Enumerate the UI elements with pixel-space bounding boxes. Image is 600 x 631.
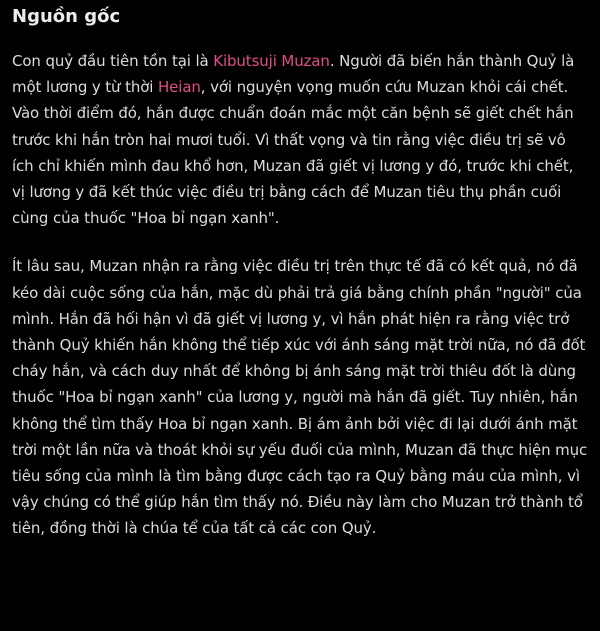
paragraph-text: . Người đã biến hắn thành Quỷ là một lương y từ thời <box>12 52 575 97</box>
paragraph-text: , với nguyện vọng muốn cứu Muzan khỏi cái chết. Vào thời điểm đó, hắn được chuẩn đoán mắc một căn bệnh sẽ giết chết hắn trước khi hắn tròn hai mươi tuổi. Vì thất vọng và tin rằng việc điều trị sẽ vô ích chỉ khiến mình đau khổ hơn, Muzan đã giết vị lương y đó, trước khi chết, vị lương y đã kết thúc việc điều trị bằng cách để Muzan tiêu thụ phần cuối cùng của thuốc "Hoa bỉ ngạn xanh". <box>12 78 574 228</box>
paragraph-origin <box>12 48 590 231</box>
link-kibutsuji-muzan[interactable]: Kibutsuji Muzan <box>213 52 330 70</box>
paragraph-aftermath: Ít lâu sau, Muzan nhận ra rằng việc điều trị trên thực tế đã có kết quả, nó đã kéo dài cuộc sống của hắn, mặc dù phải trả giá bằng chính phần "người" của mình. Hắn đã hối hận vì đã giết vị lương y, vì hắn phát hiện ra rằng việc trở thành Quỷ khiến hắn không thể tiếp xúc với ánh sáng mặt trời nữa, nó đã đốt cháy hắn, và cách duy nhất để không bị ánh sáng mặt trời thiêu đốt là dùng thuốc "Hoa bỉ ngạn xanh" của lương y, người mà hắn đã giết. Tuy nhiên, hắn không thể tìm thấy Hoa bỉ ngạn xanh. Bị ám ảnh bởi việc đi lại dưới ánh mặt trời một lần nữa và thoát khỏi sự yếu đuối của mình, Muzan đã thực hiện mục tiêu sống của mình là tìm bằng được cách tạo ra Quỷ bằng máu của mình, vì vậy chúng có thể giúp hắn tìm thấy nó. Điều này làm cho Muzan trở thành tổ tiên, đồng thời là chúa tể của tất cả các con Quỷ. <box>12 257 588 538</box>
link-heian[interactable]: Heian <box>158 78 201 97</box>
paragraph-text: Con quỷ đầu tiên tồn tại là <box>12 52 214 70</box>
section-heading: Nguồn gốc <box>12 6 121 27</box>
